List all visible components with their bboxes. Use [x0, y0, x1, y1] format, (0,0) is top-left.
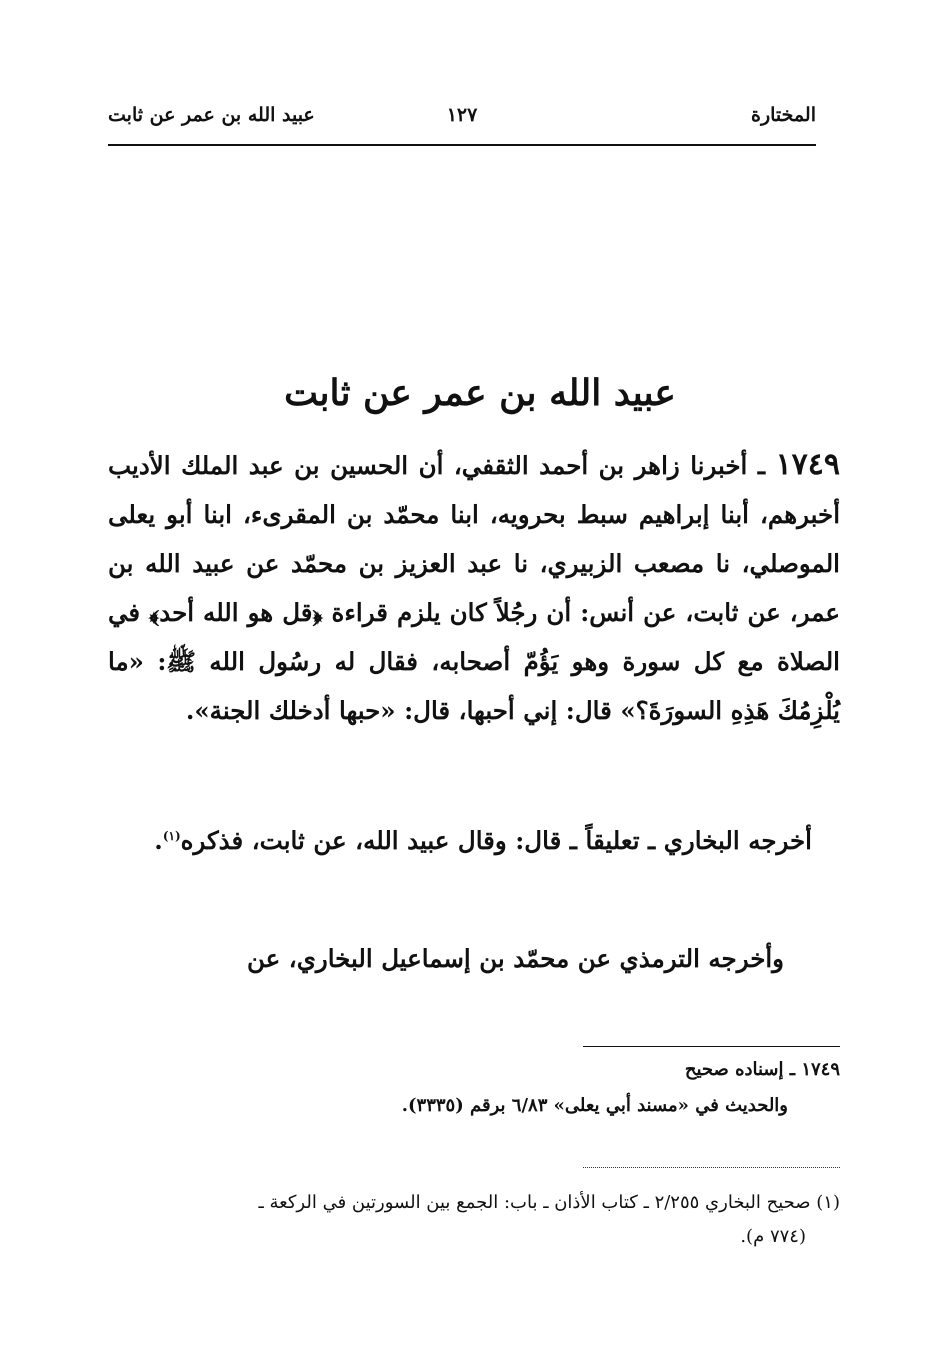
footnote-text: صحيح البخاري ٢/٢٥٥ ـ كتاب الأذان ـ باب: الجمع بين السورتين في الركعة ـ	[258, 1192, 811, 1213]
footnote-line-2: (٧٧٤ م).	[740, 1226, 806, 1247]
note-line-1: ١٧٤٩ ـ إسناده صحيح	[684, 1059, 840, 1080]
takhrij-tirmidhi-text: وأخرجه الترمذي عن محمّد بن إسماعيل البخاري، عن	[247, 944, 784, 973]
notes-separator	[583, 1046, 840, 1047]
section-title: عبيد الله بن عمر عن ثابت	[108, 104, 315, 126]
takhrij-tirmidhi	[108, 934, 840, 983]
footnote-line-1	[108, 1186, 840, 1220]
book-title: المختارة	[751, 104, 816, 126]
chapter-title: عبيد الله بن عمر عن ثابت	[284, 372, 676, 414]
takhrij-bukhari-text: أخرجه البخاري ـ تعليقاً ـ قال: وقال عبيد الله، عن ثابت، فذكره	[180, 826, 812, 856]
running-header	[108, 98, 816, 138]
footnote-separator	[583, 1167, 840, 1168]
page-number: ١٢٧	[446, 104, 478, 126]
hadith-paragraph	[108, 440, 840, 735]
note-line-2: والحديث في «مسند أبي يعلى» ٦/٨٣ برقم (٣٣٣٥).	[401, 1095, 788, 1116]
header-rule	[108, 144, 816, 146]
footnote-reference[interactable]: (١)	[162, 829, 181, 843]
editor-notes	[200, 1052, 840, 1124]
footnote-marker: (١)	[816, 1192, 840, 1213]
takhrij-bukhari-end: .	[154, 826, 163, 856]
footnote	[108, 1186, 840, 1254]
hadith-number: ١٧٤٩	[775, 447, 841, 482]
takhrij-bukhari	[108, 812, 840, 865]
hadith-text: ـ أخبرنا زاهر بن أحمد الثقفي، أن الحسين بن عبد الملك الأديب أخبرهم، أبنا إبراهيم سبط بحرويه، ابنا محمّد بن المقرىء، ابنا أبو يعلى الموصلي، نا مصعب الزبيري، نا عبد العزيز بن محمّد عن عبيد الله بن عمر، عن ثابت، عن أنس: أن رجُلاً كان يلزم قراءة ﴿قل هو الله أحد﴾ في الصلاة مع كل سورة وهو يَؤُمّ أصحابه، فقال له رسُول الله ﷺ: «ما يُلْزِمُكَ هَذِهِ السورَةَ؟» قال: إني أحبها، قال: «حبها أدخلك الجنة».	[108, 451, 840, 725]
